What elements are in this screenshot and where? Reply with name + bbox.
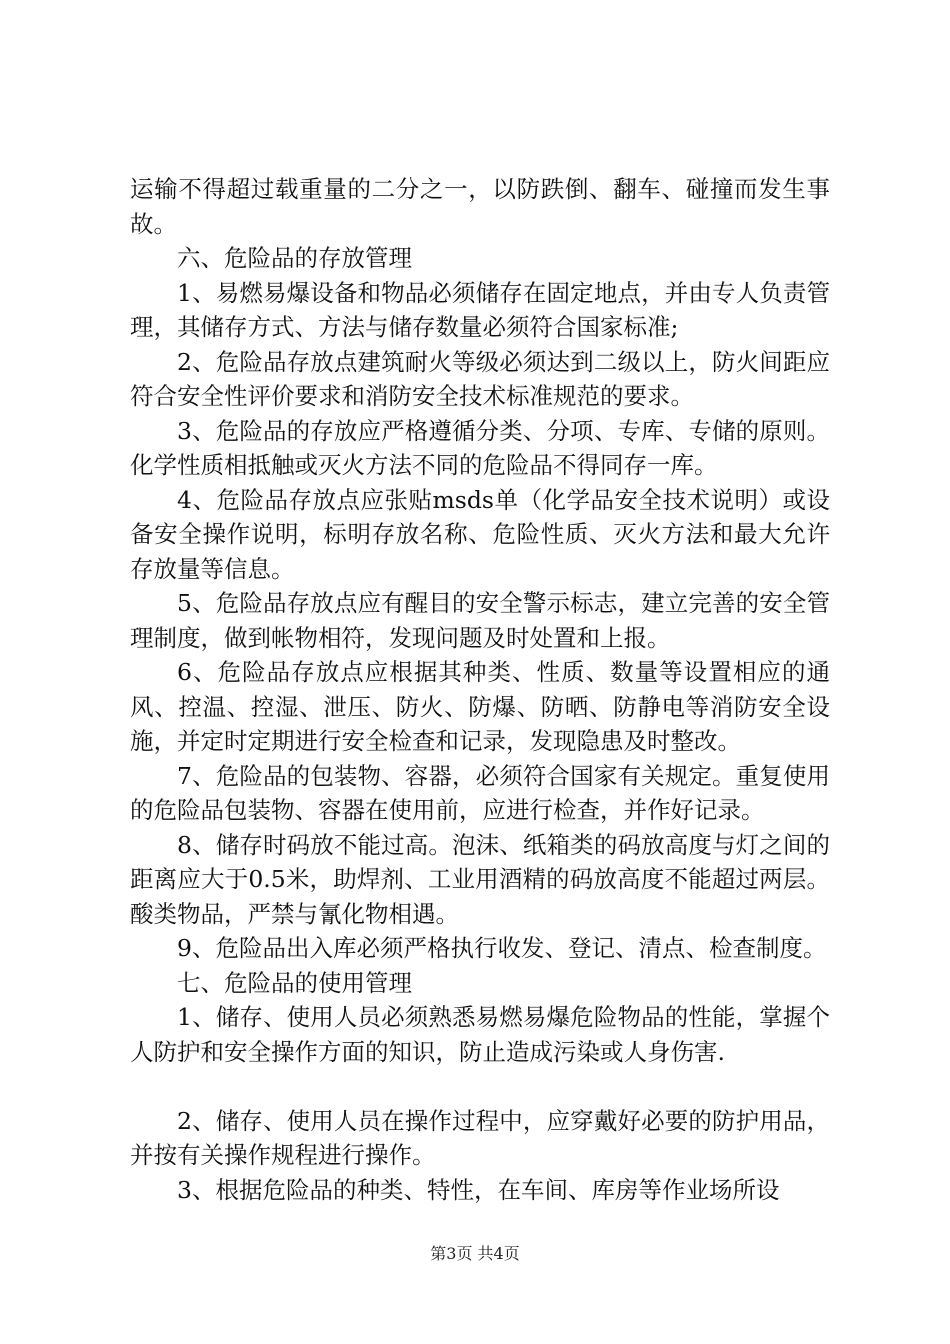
paragraph-continuation: 运输不得超过载重量的二分之一，以防跌倒、翻车、碰撞而发生事故。 bbox=[130, 175, 830, 238]
paragraph-storage-1: 1、易燃易爆设备和物品必须储存在固定地点，并由专人负责管理，其储存方式、方法与储存数量必须符合国家标准; bbox=[130, 278, 830, 341]
paragraph-usage-2: 2、储存、使用人员在操作过程中，应穿戴好必要的防护用品，并按有关操作规程进行操作。 bbox=[130, 1106, 830, 1169]
section-heading-storage: 六、危险品的存放管理 bbox=[177, 244, 412, 272]
paragraph-usage-1: 1、储存、使用人员必须熟悉易燃易爆危险物品的性能，掌握个人防护和安全操作方面的知识，防止造成污染或人身伤害. bbox=[130, 1003, 830, 1066]
page-number-footer: 第3页 共4页 bbox=[430, 1244, 520, 1263]
paragraph-storage-3: 3、危险品的存放应严格遵循分类、分项、专库、专储的原则。化学性质相抵触或灭火方法不同的危险品不得同存一库。 bbox=[130, 416, 830, 479]
paragraph-storage-6: 6、危险品存放点应根据其种类、性质、数量等设置相应的通风、控温、控湿、泄压、防火、防爆、防晒、防静电等消防安全设施，并定时定期进行安全检查和记录，发现隐患及时整改。 bbox=[130, 658, 830, 755]
paragraph-storage-8: 8、储存时码放不能过高。泡沫、纸箱类的码放高度与灯之间的距离应大于0.5米，助焊剂、工业用酒精的码放高度不能超过两层。酸类物品，严禁与氰化物相遇。 bbox=[130, 830, 830, 928]
paragraph-storage-2: 2、危险品存放点建筑耐火等级必须达到二级以上，防火间距应符合安全性评价要求和消防安全技术标准规范的要求。 bbox=[130, 347, 830, 410]
document-body bbox=[130, 172, 830, 1207]
section-heading-usage: 七、危险品的使用管理 bbox=[177, 968, 412, 997]
paragraph-storage-9: 9、危险品出入库必须严格执行收发、登记、清点、检查制度。 bbox=[177, 934, 827, 962]
paragraph-storage-7: 7、危险品的包装物、容器，必须符合国家有关规定。重复使用的危险品包装物、容器在使用前，应进行检查，并作好记录。 bbox=[130, 761, 830, 824]
paragraph-storage-5: 5、危险品存放点应有醒目的安全警示标志，建立完善的安全管理制度，做到帐物相符，发现问题及时处置和上报。 bbox=[130, 589, 830, 652]
paragraph-usage-3: 3、根据危险品的种类、特性，在车间、库房等作业场所设 bbox=[177, 1175, 780, 1204]
paragraph-storage-4: 4、危险品存放点应张贴msds单（化学品安全技术说明）或设备安全操作说明，标明存放名称、危险性质、灭火方法和最大允许存放量等信息。 bbox=[130, 485, 830, 583]
